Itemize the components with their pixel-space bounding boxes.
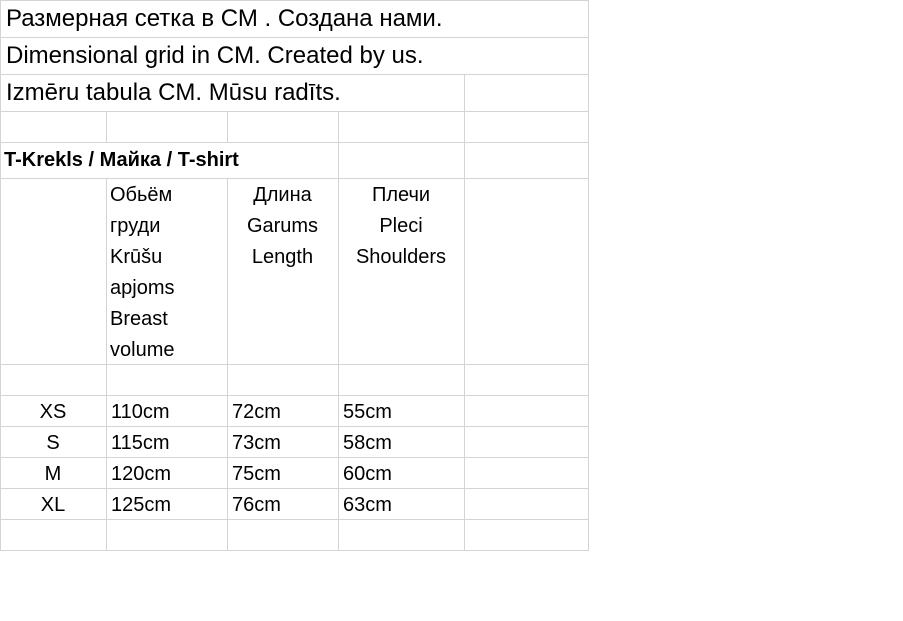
- header-length: [227, 180, 338, 273]
- gridline: [0, 37, 589, 38]
- header-shoulders: [338, 180, 464, 273]
- size-label: XL: [40, 494, 66, 516]
- header-shoulders-line: Shoulders: [355, 246, 447, 268]
- header-length-line: Garums: [246, 215, 319, 237]
- gridline: [227, 111, 228, 142]
- shoulders-value: 60cm: [343, 463, 392, 485]
- gridline: [0, 178, 589, 179]
- title-russian: Размерная сетка в СМ . Создана нами.: [6, 5, 443, 32]
- gridline: [106, 111, 107, 142]
- header-chest-line: volume: [110, 339, 175, 361]
- size-label: S: [46, 432, 60, 454]
- title-latvian: Izmēru tabula CM. Mūsu radīts.: [6, 79, 341, 106]
- gridline: [0, 142, 589, 143]
- size-label: XS: [39, 401, 67, 423]
- gridline: [338, 142, 339, 178]
- gridline: [0, 395, 589, 396]
- gridline: [0, 74, 589, 75]
- chest-value: 115cm: [111, 432, 170, 454]
- gridline: [0, 0, 589, 1]
- gridline: [106, 178, 107, 551]
- gridline: [0, 111, 589, 112]
- header-chest-line: Обьём: [110, 184, 173, 206]
- gridline: [588, 0, 589, 551]
- length-value: 75cm: [232, 463, 281, 485]
- header-length-line: Length: [251, 246, 314, 268]
- header-chest-line: Krūšu: [110, 246, 163, 268]
- chest-value: 125cm: [111, 494, 172, 516]
- header-chest: [110, 180, 174, 366]
- size-label: M: [44, 463, 62, 485]
- length-value: 76cm: [232, 494, 281, 516]
- gridline: [338, 111, 339, 142]
- shoulders-value: 55cm: [343, 401, 392, 423]
- chest-value: 110cm: [111, 401, 170, 423]
- header-length-line: Длина: [253, 184, 312, 206]
- length-value: 73cm: [232, 432, 281, 454]
- gridline: [0, 364, 589, 365]
- section-title: T-Krekls / Майка / T-shirt: [4, 149, 239, 171]
- gridline: [464, 74, 465, 551]
- length-value: 72cm: [232, 401, 281, 423]
- header-chest-line: Breast: [110, 308, 168, 330]
- title-english: Dimensional grid in CM. Created by us.: [6, 42, 424, 69]
- gridline: [0, 550, 589, 551]
- shoulders-value: 63cm: [343, 494, 392, 516]
- header-shoulders-line: Pleci: [379, 215, 423, 237]
- header-shoulders-line: Плечи: [371, 184, 431, 206]
- chest-value: 120cm: [111, 463, 172, 485]
- header-chest-line: apjoms: [110, 277, 175, 299]
- shoulders-value: 58cm: [343, 432, 392, 454]
- header-chest-line: груди: [110, 215, 161, 237]
